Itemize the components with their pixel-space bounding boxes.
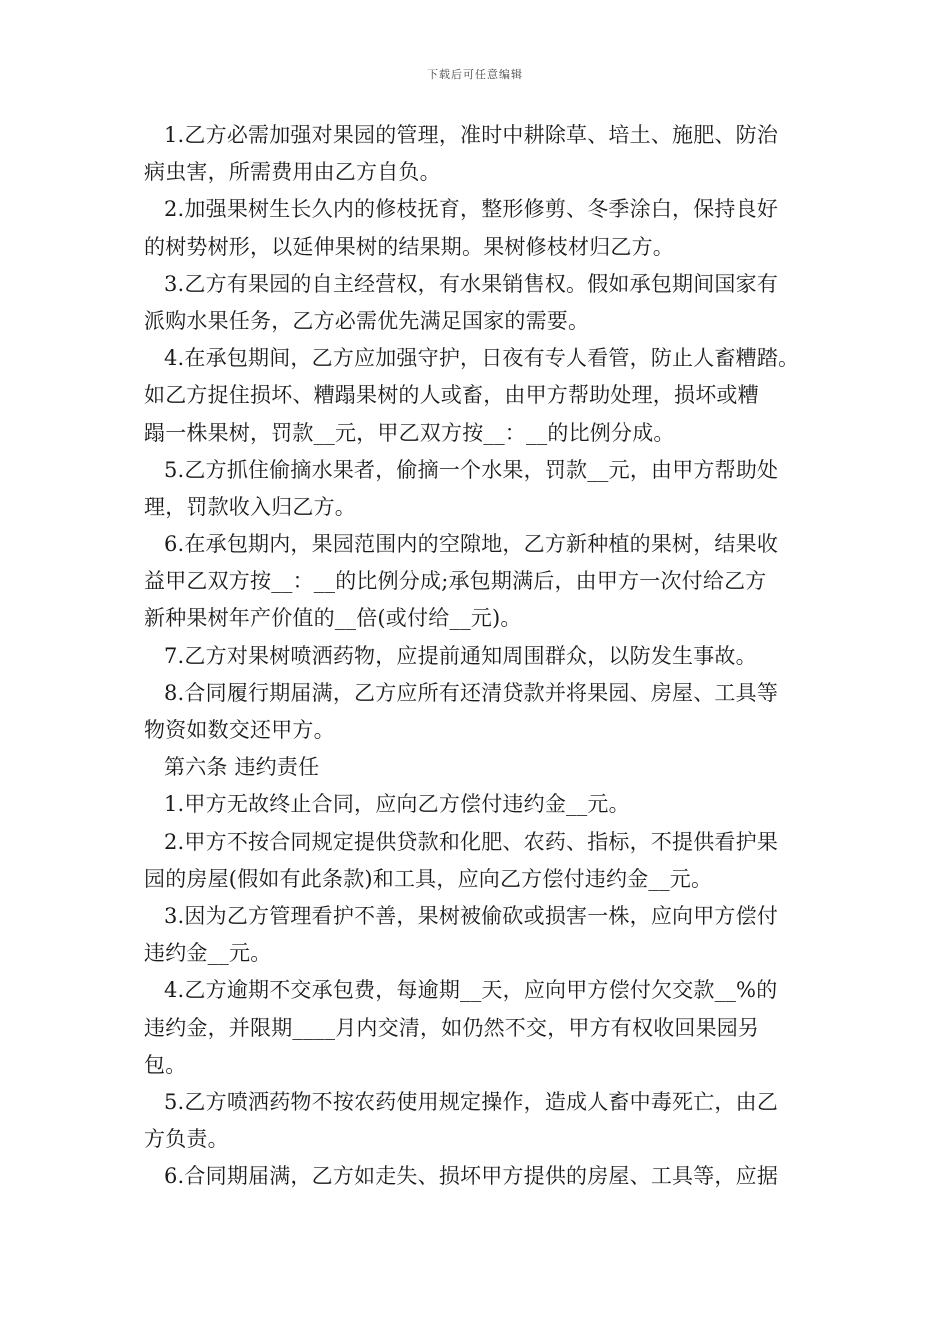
paragraph-line: 如乙方捉住损坏、糟蹋果树的人或畜，由甲方帮助处理，损坏或糟 — [144, 383, 759, 408]
paragraph-line: 包。 — [144, 1052, 187, 1077]
paragraph-line: 新种果树年产价值的__倍(或付给__元)。 — [144, 606, 522, 631]
paragraph-line: 理，罚款收入归乙方。 — [144, 494, 356, 519]
paragraph-line: 8.合同履行期届满，乙方应所有还清贷款并将果园、房屋、工具等 — [164, 680, 779, 705]
paragraph-line: 5.乙方喷洒药物不按农药使用规定操作，造成人畜中毒死亡，由乙 — [164, 1089, 779, 1114]
paragraph-line: 园的房屋(假如有此条款)和工具，应向乙方偿付违约金__元。 — [144, 866, 713, 891]
paragraph-line: 病虫害，所需费用由乙方自负。 — [144, 160, 441, 185]
paragraph-line: 6.在承包期内，果园范围内的空隙地，乙方新种植的果树，结果收 — [164, 532, 779, 557]
paragraph-line: 1.乙方必需加强对果园的管理，准时中耕除草、培土、施肥、防治 — [164, 123, 779, 147]
paragraph-line: 方负责。 — [144, 1127, 229, 1152]
paragraph-line: 4.在承包期间，乙方应加强守护，日夜有专人看管，防止人畜糟踏。 — [164, 346, 800, 371]
paragraph-line: 2.甲方不按合同规定提供贷款和化肥、农药、指标，不提供看护果 — [164, 829, 779, 854]
document-body — [144, 117, 824, 1195]
paragraph-line: 6.合同期届满，乙方如走失、损坏甲方提供的房屋、工具等，应据 — [164, 1164, 779, 1189]
paragraph-line: 3.因为乙方管理看护不善，果树被偷砍或损害一株，应向甲方偿付 — [164, 903, 779, 928]
page-header-note: 下载后可任意编辑 — [427, 68, 523, 81]
paragraph-line: 5.乙方抓住偷摘水果者，偷摘一个水果，罚款__元，由甲方帮助处 — [164, 457, 779, 482]
paragraph-line: 3.乙方有果园的自主经营权，有水果销售权。假如承包期间国家有 — [164, 271, 779, 296]
paragraph-line: 2.加强果树生长久内的修枝抚育，整形修剪、冬季涂白，保持良好 — [164, 197, 779, 222]
paragraph-line: 的树势树形，以延伸果树的结果期。果树修枝材归乙方。 — [144, 234, 674, 259]
paragraph-line: 4.乙方逾期不交承包费，每逾期__天，应向甲方偿付欠交款__%的 — [164, 978, 778, 1003]
paragraph-line: 蹋一株果树，罚款__元，甲乙双方按__：__的比例分成。 — [144, 420, 675, 445]
paragraph-line: 益甲乙双方按__：__的比例分成;承包期满后，由甲方一次付给乙方 — [144, 569, 767, 594]
paragraph-line: 7.乙方对果树喷洒药物，应提前通知周围群众，以防发生事故。 — [164, 643, 757, 668]
paragraph-line: 派购水果任务，乙方必需优先满足国家的需要。 — [144, 308, 590, 333]
paragraph-line: 违约金，并限期____月内交清，如仍然不交，甲方有权收回果园另 — [144, 1015, 760, 1040]
paragraph-line: 违约金__元。 — [144, 941, 272, 966]
section-heading: 第六条 违约责任 — [164, 755, 320, 780]
paragraph-line: 物资如数交还甲方。 — [144, 718, 335, 742]
paragraph-line: 1.甲方无故终止合同，应向乙方偿付违约金__元。 — [164, 792, 630, 817]
